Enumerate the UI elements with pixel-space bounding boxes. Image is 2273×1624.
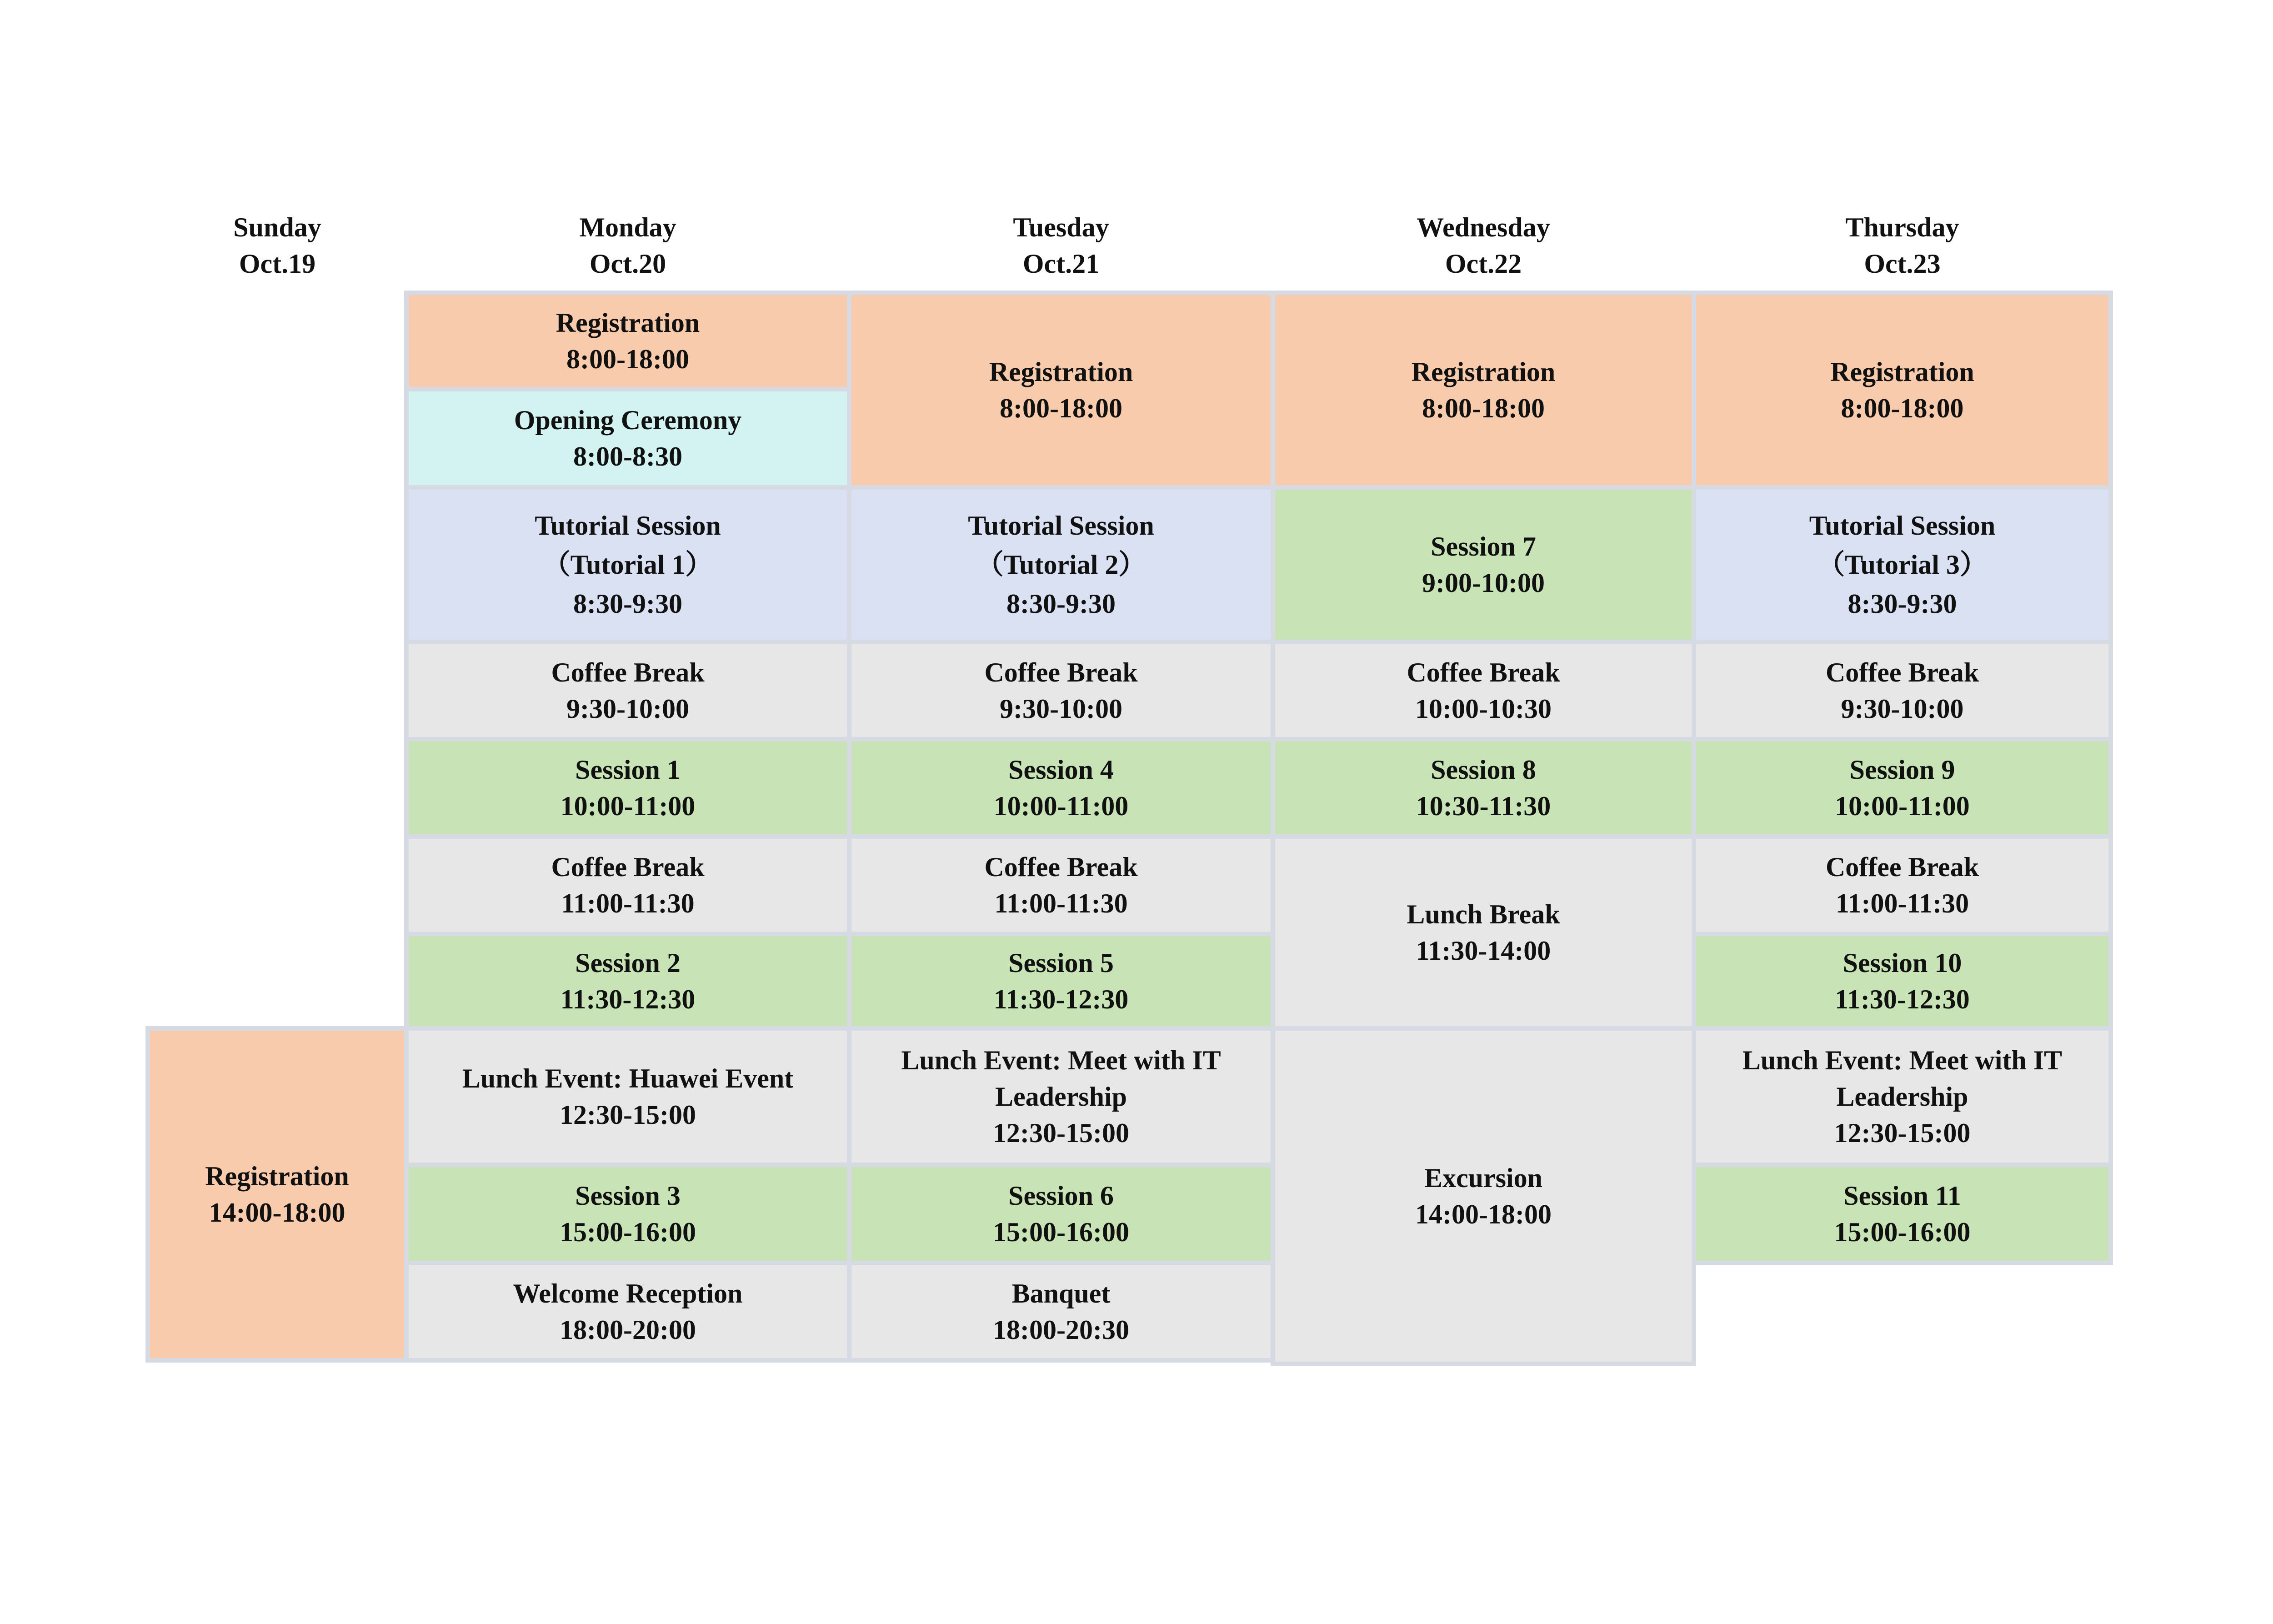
event-subtitle: （Tutorial 1） bbox=[543, 550, 713, 580]
event-time: 18:00-20:00 bbox=[560, 1315, 696, 1345]
tuesday-banquet bbox=[847, 1261, 1275, 1363]
event-title: Registration bbox=[556, 308, 700, 338]
event-time: 8:30-9:30 bbox=[573, 589, 682, 619]
event-time: 9:30-10:00 bbox=[1841, 694, 1964, 724]
thursday-session-10 bbox=[1692, 932, 2113, 1031]
thursday-tutorial-session bbox=[1692, 485, 2113, 644]
wednesday-lunch-break bbox=[1271, 834, 1696, 1031]
day-date: Oct.22 bbox=[1445, 249, 1522, 279]
monday-opening-ceremony bbox=[404, 387, 851, 490]
tuesday-session-6 bbox=[847, 1163, 1275, 1265]
tuesday-lunch-event bbox=[847, 1026, 1275, 1167]
day-name: Monday bbox=[579, 212, 676, 242]
monday-session-1 bbox=[404, 737, 851, 839]
event-time: 12:30-15:00 bbox=[560, 1100, 696, 1130]
thursday-session-11 bbox=[1692, 1163, 2113, 1265]
monday-coffee-break-1 bbox=[404, 640, 851, 742]
day-name: Sunday bbox=[233, 212, 321, 242]
tuesday-session-4 bbox=[847, 737, 1275, 839]
event-time: 9:00-10:00 bbox=[1422, 568, 1545, 598]
event-time: 8:00-18:00 bbox=[566, 344, 689, 374]
wednesday-session-8 bbox=[1271, 737, 1696, 839]
event-time: 8:00-18:00 bbox=[1000, 393, 1122, 423]
event-time: 11:30-14:00 bbox=[1416, 936, 1551, 966]
event-title: Registration bbox=[989, 357, 1133, 387]
event-time: 11:00-11:30 bbox=[561, 888, 695, 918]
event-title: Session 5 bbox=[1008, 948, 1114, 978]
event-time: 14:00-18:00 bbox=[1415, 1199, 1552, 1229]
event-time: 8:00-18:00 bbox=[1841, 393, 1964, 423]
day-name: Tuesday bbox=[1013, 212, 1109, 242]
tuesday-registration bbox=[847, 291, 1275, 490]
day-name: Thursday bbox=[1845, 212, 1959, 242]
event-title: Coffee Break bbox=[1407, 657, 1560, 687]
event-title: Welcome Reception bbox=[513, 1278, 743, 1308]
event-title: Registration bbox=[1411, 357, 1556, 387]
event-time: 15:00-16:00 bbox=[560, 1217, 696, 1247]
day-header-tuesday bbox=[847, 209, 1275, 282]
event-title: Session 6 bbox=[1008, 1181, 1114, 1211]
day-name: Wednesday bbox=[1417, 212, 1550, 242]
event-subtitle: （Tutorial 2） bbox=[976, 550, 1146, 580]
event-title: Lunch Event: Meet with IT bbox=[901, 1045, 1221, 1075]
event-title: Coffee Break bbox=[551, 657, 705, 687]
day-date: Oct.19 bbox=[239, 249, 316, 279]
day-header-thursday bbox=[1692, 209, 2113, 282]
event-title: Coffee Break bbox=[551, 852, 705, 882]
event-title: Session 10 bbox=[1842, 948, 1962, 978]
monday-tutorial-session bbox=[404, 485, 851, 644]
event-title: Tutorial Session bbox=[535, 511, 721, 541]
event-title-line-2: Leadership bbox=[1836, 1082, 1968, 1112]
thursday-registration bbox=[1692, 291, 2113, 490]
wednesday-coffee-break bbox=[1271, 640, 1696, 742]
event-title: Lunch Event: Meet with IT bbox=[1742, 1045, 2063, 1075]
event-title: Lunch Break bbox=[1407, 899, 1560, 929]
event-subtitle: （Tutorial 3） bbox=[1817, 550, 1987, 580]
event-title: Registration bbox=[1830, 357, 1974, 387]
event-title: Session 11 bbox=[1843, 1181, 1961, 1211]
tuesday-coffee-break-1 bbox=[847, 640, 1275, 742]
event-title: Opening Ceremony bbox=[514, 405, 742, 435]
event-time: 9:30-10:00 bbox=[1000, 694, 1122, 724]
monday-session-2 bbox=[404, 932, 851, 1031]
event-time: 15:00-16:00 bbox=[993, 1217, 1129, 1247]
event-time: 10:00-11:00 bbox=[993, 791, 1129, 821]
event-time: 12:30-15:00 bbox=[1834, 1118, 1971, 1148]
event-title: Coffee Break bbox=[1825, 852, 1979, 882]
event-title: Session 7 bbox=[1431, 531, 1536, 561]
event-time: 9:30-10:00 bbox=[566, 694, 689, 724]
event-time: 10:30-11:30 bbox=[1416, 791, 1551, 821]
event-title: Session 2 bbox=[575, 948, 681, 978]
event-time: 8:00-18:00 bbox=[1422, 393, 1545, 423]
event-time: 11:00-11:30 bbox=[1835, 888, 1969, 918]
day-date: Oct.23 bbox=[1864, 249, 1941, 279]
event-time: 11:00-11:30 bbox=[994, 888, 1128, 918]
event-title: Session 8 bbox=[1431, 755, 1536, 785]
event-time: 10:00-11:00 bbox=[560, 791, 696, 821]
sunday-registration bbox=[145, 1026, 409, 1363]
event-time: 8:30-9:30 bbox=[1006, 589, 1116, 619]
tuesday-coffee-break-2 bbox=[847, 834, 1275, 936]
day-date: Oct.20 bbox=[589, 249, 666, 279]
monday-welcome-reception bbox=[404, 1261, 851, 1363]
event-title: Registration bbox=[205, 1161, 349, 1191]
event-time: 12:30-15:00 bbox=[993, 1118, 1129, 1148]
event-time: 18:00-20:30 bbox=[993, 1315, 1129, 1345]
event-title: Lunch Event: Huawei Event bbox=[462, 1063, 794, 1093]
thursday-session-9 bbox=[1692, 737, 2113, 839]
event-title: Excursion bbox=[1424, 1163, 1543, 1193]
event-title: Coffee Break bbox=[984, 852, 1138, 882]
event-time: 11:30-12:30 bbox=[1835, 984, 1970, 1014]
event-title-line-2: Leadership bbox=[995, 1082, 1127, 1112]
event-title: Coffee Break bbox=[984, 657, 1138, 687]
wednesday-excursion bbox=[1271, 1026, 1696, 1366]
monday-coffee-break-2 bbox=[404, 834, 851, 936]
event-time: 10:00-10:30 bbox=[1415, 694, 1552, 724]
event-title: Coffee Break bbox=[1825, 657, 1979, 687]
thursday-coffee-break-2 bbox=[1692, 834, 2113, 936]
event-title: Session 9 bbox=[1849, 755, 1955, 785]
day-header-monday bbox=[404, 209, 851, 282]
event-title: Tutorial Session bbox=[1809, 511, 1996, 541]
day-date: Oct.21 bbox=[1022, 249, 1100, 279]
event-time: 8:00-8:30 bbox=[573, 441, 682, 471]
event-title: Tutorial Session bbox=[968, 511, 1154, 541]
event-time: 11:30-12:30 bbox=[560, 984, 696, 1014]
event-title: Session 4 bbox=[1008, 755, 1114, 785]
thursday-coffee-break-1 bbox=[1692, 640, 2113, 742]
monday-lunch-event bbox=[404, 1026, 851, 1167]
day-header-wednesday bbox=[1271, 209, 1696, 282]
event-time: 15:00-16:00 bbox=[1834, 1217, 1971, 1247]
day-header-sunday bbox=[148, 209, 407, 282]
event-time: 11:30-12:30 bbox=[993, 984, 1129, 1014]
event-time: 14:00-18:00 bbox=[209, 1198, 345, 1228]
monday-registration bbox=[404, 291, 851, 391]
event-time: 8:30-9:30 bbox=[1847, 589, 1957, 619]
wednesday-registration bbox=[1271, 291, 1696, 490]
event-title: Session 3 bbox=[575, 1181, 681, 1211]
event-title: Banquet bbox=[1011, 1278, 1111, 1308]
thursday-lunch-event bbox=[1692, 1026, 2113, 1167]
tuesday-session-5 bbox=[847, 932, 1275, 1031]
tuesday-tutorial-session bbox=[847, 485, 1275, 644]
monday-session-3 bbox=[404, 1163, 851, 1265]
wednesday-session-7 bbox=[1271, 485, 1696, 644]
event-title: Session 1 bbox=[575, 755, 681, 785]
event-time: 10:00-11:00 bbox=[1835, 791, 1970, 821]
